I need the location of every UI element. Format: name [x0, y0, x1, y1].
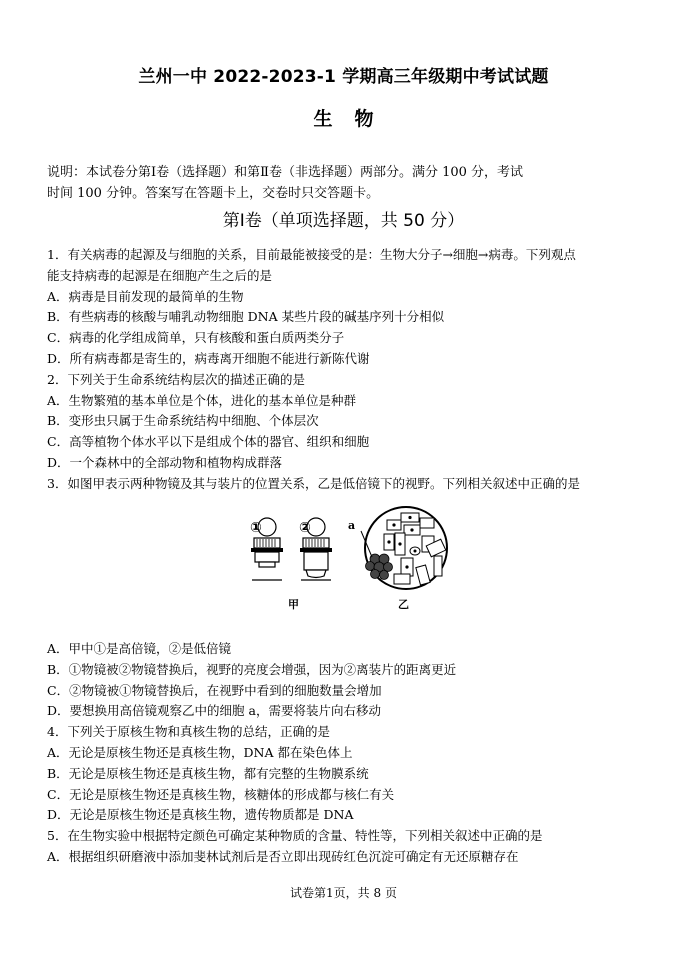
question-line: 1．有关病毒的起源及与细胞的关系，目前最能被接受的是：生物大分子→细胞→病毒。下列观点: [47, 247, 576, 262]
option-line: C．②物镜被①物镜替换后，在视野中看到的细胞数量会增加: [47, 682, 382, 698]
option-line: A．甲中①是高倍镜，②是低倍镜: [47, 641, 232, 656]
lens1-label: ①: [250, 520, 262, 536]
option-line: A．病毒是目前发现的最简单的生物: [47, 288, 244, 304]
question-line: 4．下列关于原核生物和真核生物的总结，正确的是: [47, 724, 330, 740]
microscope-figure: [238, 506, 458, 616]
option-line: B．有些病毒的核酸与哺乳动物细胞 DNA 某些片段的碱基序列十分相似: [47, 309, 445, 325]
microscope-diagram: [238, 506, 458, 616]
caption-left: 甲: [288, 598, 299, 611]
question-line: 3．如图甲表示两种物镜及其与装片的位置关系，乙是低倍镜下的视野。下列相关叙述中正确的是: [47, 475, 580, 491]
question-line: 能支持病毒的起源是在细胞产生之后的是: [47, 267, 273, 283]
page-footer: 试卷第1页，共 8 页: [290, 886, 397, 900]
cell-a-label: a: [348, 519, 356, 532]
option-line: A．根据组织研磨液中添加斐林试剂后是否立即出现砖红色沉淀可确定有无还原糖存在: [47, 848, 519, 864]
option-line: A．无论是原核生物还是真核生物，DNA 都在染色体上: [47, 744, 353, 760]
exam-title: 兰州一中 2022-2023-1 学期高三年级期中考试试题: [138, 67, 549, 87]
option-line: D．一个森林中的全部动物和植物构成群落: [47, 454, 283, 470]
question-line: 5．在生物实验中根据特定颜色可确定某种物质的含量、特性等，下列相关叙述中正确的是: [47, 828, 543, 844]
question-line: 2．下列关于生命系统结构层次的描述正确的是: [47, 371, 305, 387]
instruction-line: 说明：本试卷分第Ⅰ卷（选择题）和第Ⅱ卷（非选择题）两部分。满分 100 分，考试: [47, 165, 524, 180]
option-line: B．无论是原核生物还是真核生物，都有完整的生物膜系统: [47, 765, 369, 781]
option-line: D．无论是原核生物还是真核生物，遗传物质都是 DNA: [47, 807, 354, 823]
option-line: C．无论是原核生物还是真核生物，核糖体的形成都与核仁有关: [47, 786, 395, 802]
section-title: 第Ⅰ卷（单项选择题，共 50 分）: [222, 211, 465, 231]
caption-right: 乙: [398, 598, 409, 611]
option-line: D．所有病毒都是寄生的，病毒离开细胞不能进行新陈代谢: [47, 350, 370, 366]
questions-part2: [47, 639, 647, 868]
field-of-view-icon: [361, 507, 447, 589]
option-line: B．①物镜被②物镜替换后，视野的亮度会增强，因为②离装片的距离更近: [47, 661, 457, 677]
lens2-label: ②: [299, 520, 311, 536]
option-line: C．病毒的化学组成简单，只有核酸和蛋白质两类分子: [47, 330, 345, 346]
option-line: D．要想换用高倍镜观察乙中的细胞 a，需要将装片向右移动: [47, 703, 381, 719]
questions-part1: [47, 245, 647, 495]
option-line: A．生物繁殖的基本单位是个体，进化的基本单位是种群: [47, 392, 357, 408]
instructions: [47, 162, 639, 204]
option-line: B．变形虫只属于生命系统结构中细胞、个体层次: [47, 413, 319, 429]
subject-title: 生物: [313, 108, 396, 130]
instruction-line: 时间 100 分钟。答案写在答题卡上，交卷时只交答题卡。: [47, 186, 380, 201]
option-line: C．高等植物个体水平以下是组成个体的器官、组织和细胞: [47, 434, 370, 450]
